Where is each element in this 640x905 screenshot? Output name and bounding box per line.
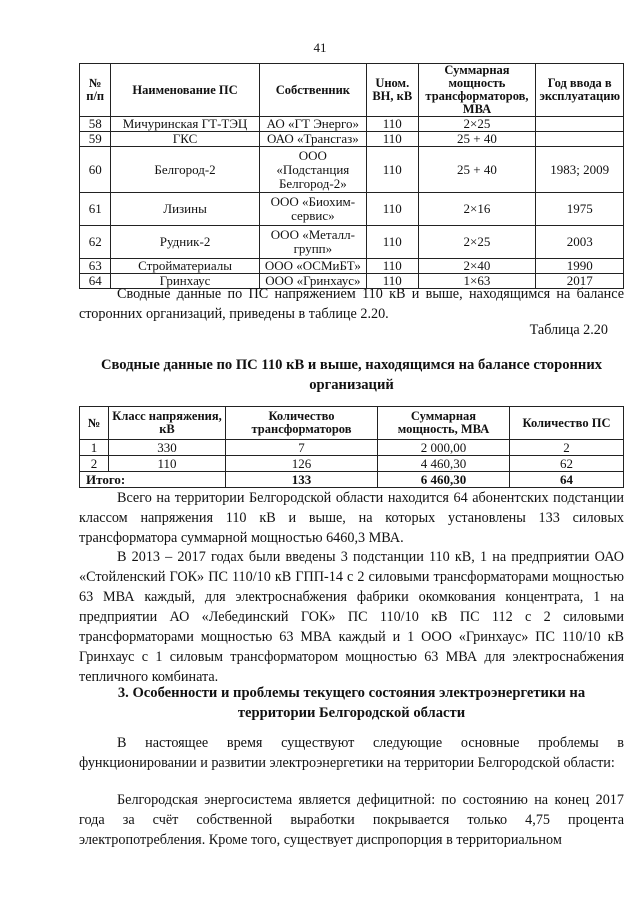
table-title: Сводные данные по ПС 110 кВ и выше, находящимся на балансе сторонних организаций: [100, 357, 603, 393]
cell: 110: [367, 132, 419, 147]
table-row: [80, 147, 624, 193]
table-row: [80, 456, 624, 472]
cell: 126: [226, 456, 378, 472]
cell: 63: [80, 259, 111, 274]
cell: 110: [367, 147, 419, 193]
cell: 2017: [536, 274, 624, 289]
cell: 61: [80, 193, 111, 226]
table-header-row: [80, 407, 624, 440]
cell: 110: [367, 193, 419, 226]
cell: Стройматериалы: [111, 259, 259, 274]
total-label: Итого:: [80, 472, 226, 488]
col-header-transformer-count: Количество трансформаторов: [226, 407, 378, 440]
cell: 2×40: [418, 259, 536, 274]
table-row: [80, 226, 624, 259]
cell: Лизины: [111, 193, 259, 226]
cell: 110: [367, 259, 419, 274]
cell: Мичуринская ГТ-ТЭЦ: [111, 117, 259, 132]
substations-table: [79, 63, 624, 289]
table-label: Таблица 2.20: [529, 322, 608, 338]
cell: 2×25: [418, 117, 536, 132]
cell: 133: [226, 472, 378, 488]
cell: 60: [80, 147, 111, 193]
summary-table: [79, 406, 624, 488]
cell: ООО «Биохим-сервис»: [259, 193, 366, 226]
cell: 2×25: [418, 226, 536, 259]
cell: ОАО «Трансгаз»: [259, 132, 366, 147]
table-header-row: [80, 64, 624, 117]
cell: 2 000,00: [378, 440, 510, 456]
col-header-year: Год ввода в эксплуатацию: [536, 64, 624, 117]
cell: ООО «Гринхаус»: [259, 274, 366, 289]
cell: 2003: [536, 226, 624, 259]
col-header-name: Наименование ПС: [111, 64, 259, 117]
col-header-substation-count: Количество ПС: [510, 407, 624, 440]
cell: 2: [510, 440, 624, 456]
col-header-voltage: Uном. ВН, кВ: [367, 64, 419, 117]
total-row: [80, 472, 624, 488]
cell: 64: [80, 274, 111, 289]
section-heading: 3. Особенности и проблемы текущего состояния электроэнергетики на территории Белгородской области: [117, 685, 586, 721]
cell: 2: [80, 456, 109, 472]
cell: 1975: [536, 193, 624, 226]
cell: 25 + 40: [418, 147, 536, 193]
cell: 1983; 2009: [536, 147, 624, 193]
cell: 59: [80, 132, 111, 147]
cell: 62: [510, 456, 624, 472]
cell: 2×16: [418, 193, 536, 226]
paragraph-2: В 2013 – 2017 годах были введены 3 подстанции 110 кВ, 1 на предприятии ОАО «Стойленский ГОК» ПС 110/10 кВ ГПП-14 с 2 силовыми трансформаторами мощностью 63 МВА каждый, для электроснабжения фабрики окомкования концентрата, 1 на предприятии АО «Лебединский ГОК» ПС 110/10 кВ ПС 112 с 2 силовыми трансформаторами мощностью 63 МВА каждый и 1 ООО «Гринхаус» ПС 110/10 кВ Гринхаус с 1 силовым трансформатором мощностью 63 МВА для электроснабжения тепличного комбината.: [79, 549, 624, 685]
cell: 1×63: [418, 274, 536, 289]
cell: АО «ГТ Энерго»: [259, 117, 366, 132]
col-header-owner: Собственник: [259, 64, 366, 117]
table-row: [80, 259, 624, 274]
col-header-number: №: [80, 407, 109, 440]
page-number: 41: [313, 40, 327, 55]
cell: ООО «Подстанция Белгород-2»: [259, 147, 366, 193]
cell: 110: [367, 274, 419, 289]
table-row: [80, 193, 624, 226]
paragraph-4: Белгородская энергосистема является дефицитной: по состоянию на конец 2017 года за счёт собственной выработки покрывается только 4,75 процента электропотребления. Кроме того, существует диспропорция в территориальном: [79, 792, 624, 848]
cell: 64: [510, 472, 624, 488]
cell: 58: [80, 117, 111, 132]
cell: 330: [109, 440, 226, 456]
cell: 62: [80, 226, 111, 259]
cell: ООО «ОСМиБТ»: [259, 259, 366, 274]
cell: 1990: [536, 259, 624, 274]
col-header-total-power: Суммарная мощность, МВА: [378, 407, 510, 440]
cell: 110: [367, 226, 419, 259]
col-header-power: Суммарная мощность трансформаторов, МВА: [418, 64, 536, 117]
paragraph-1: Всего на территории Белгородской области находится 64 абонентских подстанции классом напряжения 110 кВ и выше, на которых установлены 133 силовых трансформатора суммарной мощностью 6460,3 МВА.: [79, 490, 624, 546]
cell: Гринхаус: [111, 274, 259, 289]
cell: 25 + 40: [418, 132, 536, 147]
cell: [536, 132, 624, 147]
cell: 4 460,30: [378, 456, 510, 472]
cell: [536, 117, 624, 132]
cell: 7: [226, 440, 378, 456]
cell: 110: [109, 456, 226, 472]
col-header-number: № п/п: [80, 64, 111, 117]
table-row: [80, 117, 624, 132]
intro-paragraph: Сводные данные по ПС напряжением 110 кВ и выше, находящимся на балансе сторонних организаций, приведены в таблице 2.20.: [79, 286, 624, 322]
cell: ООО «Металл-групп»: [259, 226, 366, 259]
cell: 1: [80, 440, 109, 456]
cell: 110: [367, 117, 419, 132]
col-header-voltage-class: Класс напряжения, кВ: [109, 407, 226, 440]
paragraph-3: В настоящее время существуют следующие основные проблемы в функционировании и развитии электроэнергетики на территории Белгородской области:: [79, 735, 624, 771]
cell: 6 460,30: [378, 472, 510, 488]
table-row: [80, 132, 624, 147]
cell: Рудник-2: [111, 226, 259, 259]
cell: Белгород-2: [111, 147, 259, 193]
table-row: [80, 440, 624, 456]
cell: ГКС: [111, 132, 259, 147]
